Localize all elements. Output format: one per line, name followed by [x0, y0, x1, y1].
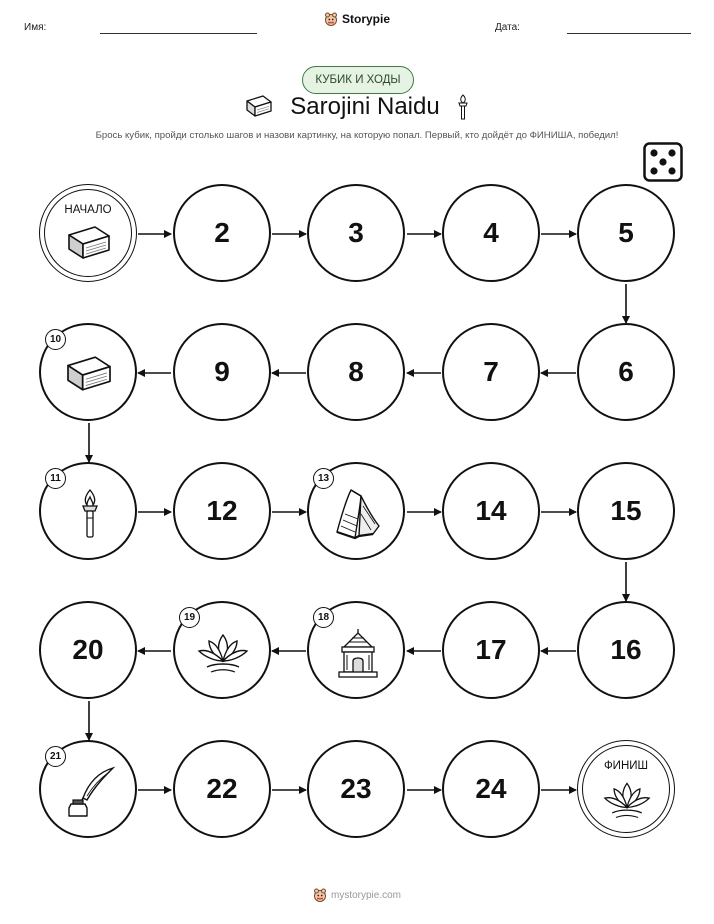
board-cell-3[interactable] [307, 184, 405, 282]
board-cell-4[interactable] [442, 184, 540, 282]
board-cell-23[interactable] [307, 740, 405, 838]
cell-number: 4 [483, 217, 499, 248]
board-cell-2[interactable] [173, 184, 271, 282]
board-cell-19[interactable] [173, 601, 271, 699]
footer-site[interactable]: mystorypie.com [330, 889, 401, 901]
cell-number-badge: 10 [45, 329, 66, 350]
cell-number: 16 [610, 634, 642, 665]
cell-number-badge: 19 [179, 607, 200, 628]
start-label: НАЧАЛО [64, 204, 112, 216]
board-cell-22[interactable] [173, 740, 271, 838]
cell-number: 22 [206, 773, 238, 804]
cell-number: 14 [475, 495, 507, 526]
storypie-mascot-icon [313, 888, 327, 902]
board-cell-20[interactable] [39, 601, 137, 699]
book-icon [65, 223, 113, 263]
board-cell-17[interactable] [442, 601, 540, 699]
board-cell-5[interactable] [577, 184, 675, 282]
cell-number: 2 [214, 217, 230, 248]
name-label: Имя: [24, 22, 47, 33]
board-cell-18[interactable] [307, 601, 405, 699]
date-label: Дата: [495, 22, 520, 33]
activity-badge: КУБИК И ХОДЫ [302, 66, 414, 94]
board-cell-24[interactable] [442, 740, 540, 838]
footer [0, 888, 714, 902]
cell-number-badge: 21 [45, 746, 66, 767]
cell-number: 9 [214, 356, 230, 387]
instructions-text: Брось кубик, пройди столько шагов и назови картинку, на которую попал. Первый, кто дойдёт до ФИНИША, победил! [95, 130, 619, 141]
cell-number: 23 [340, 773, 372, 804]
temple-icon [336, 627, 380, 679]
start-cell[interactable] [39, 184, 137, 282]
board-cell-13[interactable] [307, 462, 405, 560]
page-title: Sarojini Naidu [290, 93, 440, 120]
finish-label: ФИНИШ [603, 760, 649, 772]
cell-number: 15 [610, 495, 642, 526]
cell-number: 17 [475, 634, 507, 665]
board-cell-14[interactable] [442, 462, 540, 560]
board-cell-15[interactable] [577, 462, 675, 560]
finish-cell[interactable] [577, 740, 675, 838]
cell-number-badge: 13 [313, 468, 334, 489]
cell-number: 7 [483, 356, 499, 387]
board-cell-10[interactable] [39, 323, 137, 421]
lotus-icon [197, 631, 249, 675]
board-cell-7[interactable] [442, 323, 540, 421]
quill-and-ink-icon [65, 764, 117, 820]
board-cell-9[interactable] [173, 323, 271, 421]
book-icon [63, 353, 115, 395]
cell-number: 5 [618, 217, 634, 248]
board-cell-6[interactable] [577, 323, 675, 421]
cell-number: 6 [618, 356, 634, 387]
cell-number: 24 [475, 773, 507, 804]
cell-number: 12 [206, 495, 238, 526]
torch-icon [79, 488, 101, 540]
cell-number: 3 [348, 217, 364, 248]
cell-number-badge: 11 [45, 468, 66, 489]
lotus-icon [603, 779, 651, 821]
brand-name: Storypie [341, 12, 390, 26]
board-cell-11[interactable] [39, 462, 137, 560]
cell-number: 8 [348, 356, 364, 387]
cell-number-badge: 18 [313, 607, 334, 628]
board-cell-12[interactable] [173, 462, 271, 560]
saree-icon [333, 486, 383, 542]
board-cell-16[interactable] [577, 601, 675, 699]
board-cell-8[interactable] [307, 323, 405, 421]
cell-number: 20 [72, 634, 104, 665]
board-cell-21[interactable] [39, 740, 137, 838]
